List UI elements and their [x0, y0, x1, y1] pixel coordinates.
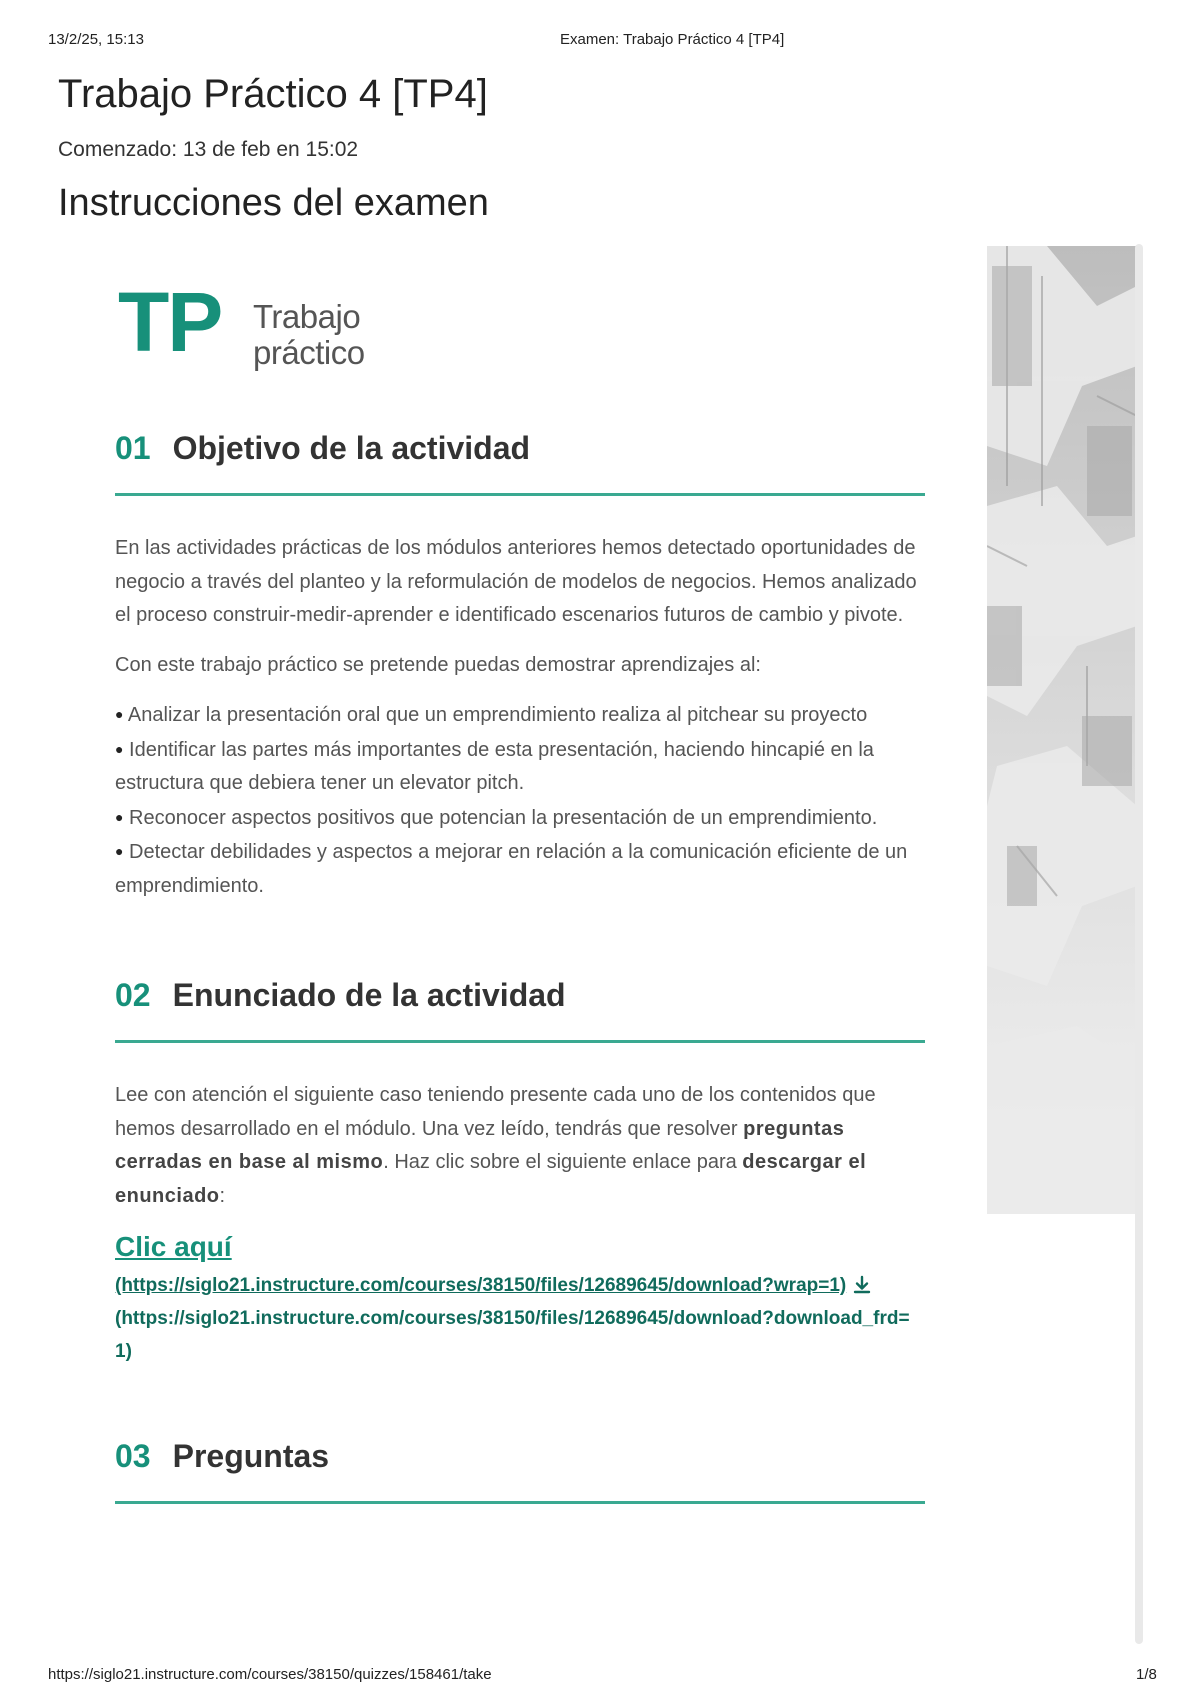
objective-intro: Con este trabajo práctico se pretende puedas demostrar aprendizajes al:: [115, 653, 761, 676]
tp-logo: [115, 240, 925, 390]
instructions-heading: Instrucciones del examen: [58, 182, 489, 224]
section-divider: [115, 493, 925, 496]
list-item: ● Detectar debilidades y aspectos a mejorar en relación a la comunicación eficiente de un emprendimiento.: [115, 841, 908, 897]
objective-bullet-list: [115, 698, 925, 903]
section-number: 01: [115, 430, 151, 466]
download-url-direct[interactable]: (https://siglo21.instructure.com/courses/38150/files/12689645/download?download_frd=1): [115, 1308, 910, 1362]
list-item: ● Analizar la presentación oral que un emprendimiento realiza al pitchear su proyecto: [115, 704, 868, 726]
page-title: Trabajo Práctico 4 [TP4]: [58, 72, 488, 116]
list-item: ● Identificar las partes más importantes de esta presentación, haciendo hincapié en la estructura que debiera tener un elevator pitch.: [115, 738, 874, 794]
download-url-wrap[interactable]: (https://siglo21.instructure.com/courses/38150/files/12689645/download?wrap=1): [115, 1269, 925, 1302]
page-number: 1/8: [1136, 1666, 1157, 1683]
download-icon[interactable]: [852, 1275, 872, 1295]
bold-phrase: descargar el enunciado: [115, 1151, 867, 1207]
section-objective-heading: [115, 430, 925, 467]
print-footer-url: https://siglo21.instructure.com/courses/38150/quizzes/158461/take: [48, 1666, 492, 1683]
print-header-title: Examen: Trabajo Práctico 4 [TP4]: [560, 31, 785, 48]
section-number: 02: [115, 977, 151, 1013]
section-title: Objetivo de la actividad: [172, 430, 531, 466]
started-timestamp: Comenzado: 13 de feb en 15:02: [58, 138, 359, 161]
architecture-illustration: [987, 246, 1137, 1214]
print-date: 13/2/25, 15:13: [48, 31, 144, 48]
objective-paragraph: En las actividades prácticas de los módulos anteriores hemos detectado oportunidades de negocio a través del planteo y la reformulación de modelos de negocios. Hemos analizado el proceso construir-medir-aprender e identificado escenarios futuros de cambio y pivote.: [115, 537, 917, 626]
logo-word-2: práctico: [253, 334, 365, 371]
section-questions-heading: [115, 1438, 925, 1475]
section-title: Enunciado de la actividad: [172, 977, 566, 1013]
download-link-clic-aqui[interactable]: Clic aquí: [115, 1231, 232, 1262]
section-number: 03: [115, 1438, 151, 1474]
section-title: Preguntas: [172, 1438, 330, 1474]
list-item: ● Reconocer aspectos positivos que potencian la presentación de un emprendimiento.: [115, 806, 878, 829]
section-objective-body: [115, 532, 925, 903]
bold-phrase: preguntas cerradas en base al mismo: [115, 1117, 845, 1173]
section-divider: [115, 1501, 925, 1504]
logo-word-1: Trabajo: [253, 298, 361, 335]
decorative-side-image: [987, 246, 1137, 1214]
statement-paragraph: Lee con atención el siguiente caso teniendo presente cada uno de los contenidos que hemos desarrollado en el módulo. Una vez leído, tendrás que resolver preguntas cerradas en base al mismo. Haz clic sobre el siguiente enlace para descargar el enunciado:: [115, 1084, 876, 1207]
section-divider: [115, 1040, 925, 1043]
logo-mark: TP: [118, 275, 222, 369]
exam-instructions-content: [115, 240, 925, 1504]
vertical-scrollbar[interactable]: [1135, 244, 1143, 1644]
section-statement-heading: [115, 977, 925, 1014]
